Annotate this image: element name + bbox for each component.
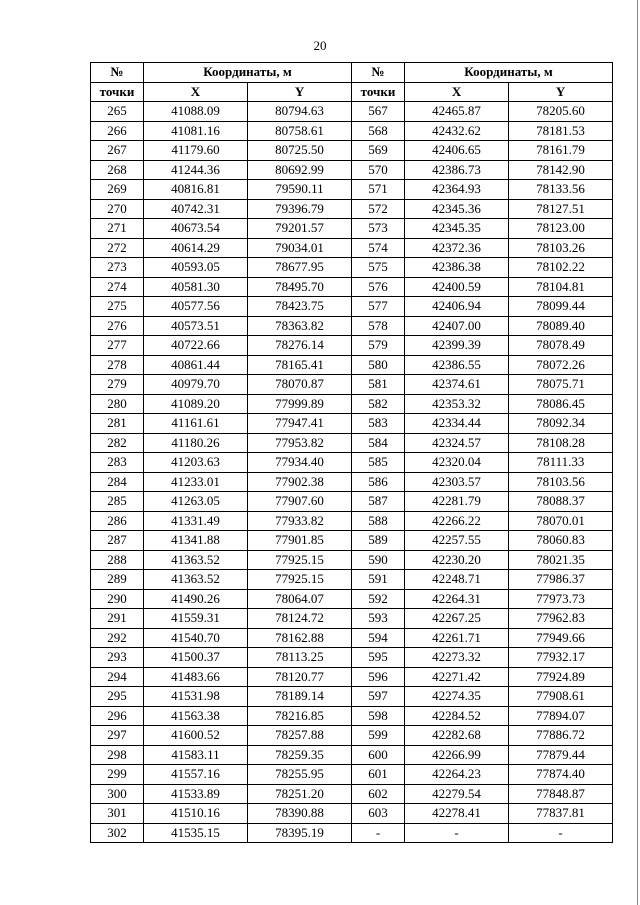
left-y-cell: 78124.72	[248, 609, 352, 629]
left-num-cell: 290	[91, 589, 144, 609]
right-y-cell: 77879.44	[509, 745, 613, 765]
right-num-cell: 602	[352, 784, 405, 804]
right-num-cell: -	[352, 823, 405, 843]
right-num-cell: 590	[352, 550, 405, 570]
left-num-cell: 291	[91, 609, 144, 629]
left-y-cell: 78257.88	[248, 726, 352, 746]
left-num-cell: 295	[91, 687, 144, 707]
right-x-cell: 42386.55	[405, 355, 509, 375]
left-x-cell: 41331.49	[144, 511, 248, 531]
left-y-cell: 79201.57	[248, 219, 352, 239]
right-y-cell: 78103.56	[509, 472, 613, 492]
left-num-cell: 301	[91, 804, 144, 824]
left-y-cell: 78677.95	[248, 258, 352, 278]
right-x-cell: 42432.62	[405, 121, 509, 141]
left-x-cell: 41244.36	[144, 160, 248, 180]
left-num-cell: 270	[91, 199, 144, 219]
left-x-cell: 41088.09	[144, 102, 248, 122]
right-y-cell: 78102.22	[509, 258, 613, 278]
left-x-cell: 41563.38	[144, 706, 248, 726]
right-y-cell: 77949.66	[509, 628, 613, 648]
table-row	[91, 336, 613, 356]
left-y-cell: 78259.35	[248, 745, 352, 765]
right-x-cell: 42386.73	[405, 160, 509, 180]
right-y-cell: 77908.61	[509, 687, 613, 707]
left-num-cell: 296	[91, 706, 144, 726]
left-x-cell: 40673.54	[144, 219, 248, 239]
left-x-cell: 40861.44	[144, 355, 248, 375]
left-y-cell: 78216.85	[248, 706, 352, 726]
left-num-cell: 284	[91, 472, 144, 492]
left-y-cell: 77953.82	[248, 433, 352, 453]
left-x-cell: 41540.70	[144, 628, 248, 648]
right-num-cell: 596	[352, 667, 405, 687]
left-y-cell: 77925.15	[248, 550, 352, 570]
point-number-header-left: №	[91, 63, 144, 83]
left-num-cell: 297	[91, 726, 144, 746]
right-num-cell: 574	[352, 238, 405, 258]
right-y-cell: 78108.28	[509, 433, 613, 453]
left-y-cell: 77907.60	[248, 492, 352, 512]
table-row	[91, 453, 613, 473]
left-num-cell: 282	[91, 433, 144, 453]
left-y-cell: 78162.88	[248, 628, 352, 648]
table-row	[91, 765, 613, 785]
right-num-cell: 575	[352, 258, 405, 278]
left-y-cell: 77933.82	[248, 511, 352, 531]
left-num-cell: 285	[91, 492, 144, 512]
left-num-cell: 275	[91, 297, 144, 317]
right-y-cell: 77894.07	[509, 706, 613, 726]
left-y-cell: 78390.88	[248, 804, 352, 824]
point-number-header-right: №	[352, 63, 405, 83]
left-x-cell: 41081.16	[144, 121, 248, 141]
right-num-cell: 589	[352, 531, 405, 551]
left-x-cell: 41363.52	[144, 570, 248, 590]
left-x-cell: 41583.11	[144, 745, 248, 765]
left-num-cell: 287	[91, 531, 144, 551]
right-y-cell: 77986.37	[509, 570, 613, 590]
point-word-header-right: точки	[352, 82, 405, 102]
left-y-cell: 78070.87	[248, 375, 352, 395]
right-num-cell: 594	[352, 628, 405, 648]
right-x-cell: 42281.79	[405, 492, 509, 512]
right-x-cell: -	[405, 823, 509, 843]
right-num-cell: 572	[352, 199, 405, 219]
right-num-cell: 584	[352, 433, 405, 453]
table-row	[91, 199, 613, 219]
point-word-header-left: точки	[91, 82, 144, 102]
right-y-cell: -	[509, 823, 613, 843]
scan-edge-mark	[637, 0, 638, 905]
left-x-cell: 40581.30	[144, 277, 248, 297]
left-num-cell: 280	[91, 394, 144, 414]
left-num-cell: 294	[91, 667, 144, 687]
right-y-cell: 78089.40	[509, 316, 613, 336]
table-row	[91, 550, 613, 570]
x-header-right: X	[405, 82, 509, 102]
left-y-cell: 80725.50	[248, 141, 352, 161]
left-num-cell: 274	[91, 277, 144, 297]
table-row	[91, 277, 613, 297]
right-x-cell: 42274.35	[405, 687, 509, 707]
right-x-cell: 42257.55	[405, 531, 509, 551]
right-y-cell: 78088.37	[509, 492, 613, 512]
right-y-cell: 78060.83	[509, 531, 613, 551]
right-y-cell: 78181.53	[509, 121, 613, 141]
table-row	[91, 706, 613, 726]
table-row	[91, 609, 613, 629]
right-x-cell: 42248.71	[405, 570, 509, 590]
right-num-cell: 595	[352, 648, 405, 668]
left-num-cell: 281	[91, 414, 144, 434]
right-num-cell: 580	[352, 355, 405, 375]
left-num-cell: 276	[91, 316, 144, 336]
left-num-cell: 266	[91, 121, 144, 141]
table-body	[91, 102, 613, 843]
coordinates-header-left: Координаты, м	[144, 63, 352, 83]
right-num-cell: 581	[352, 375, 405, 395]
table-row	[91, 433, 613, 453]
right-y-cell: 77924.89	[509, 667, 613, 687]
right-num-cell: 583	[352, 414, 405, 434]
y-header-left: Y	[248, 82, 352, 102]
left-x-cell: 41179.60	[144, 141, 248, 161]
left-y-cell: 78189.14	[248, 687, 352, 707]
left-x-cell: 40742.31	[144, 199, 248, 219]
right-y-cell: 78078.49	[509, 336, 613, 356]
right-x-cell: 42273.32	[405, 648, 509, 668]
left-y-cell: 77999.89	[248, 394, 352, 414]
table-row	[91, 687, 613, 707]
left-y-cell: 77902.38	[248, 472, 352, 492]
right-x-cell: 42406.94	[405, 297, 509, 317]
left-y-cell: 80794.63	[248, 102, 352, 122]
left-y-cell: 78251.20	[248, 784, 352, 804]
left-num-cell: 286	[91, 511, 144, 531]
table-row	[91, 472, 613, 492]
right-x-cell: 42303.57	[405, 472, 509, 492]
right-x-cell: 42284.52	[405, 706, 509, 726]
right-num-cell: 599	[352, 726, 405, 746]
left-y-cell: 79396.79	[248, 199, 352, 219]
right-num-cell: 578	[352, 316, 405, 336]
page-number: 20	[313, 38, 327, 53]
table-row	[91, 648, 613, 668]
right-x-cell: 42324.57	[405, 433, 509, 453]
right-num-cell: 587	[352, 492, 405, 512]
table-row	[91, 531, 613, 551]
left-x-cell: 41559.31	[144, 609, 248, 629]
table-row	[91, 141, 613, 161]
right-x-cell: 42364.93	[405, 180, 509, 200]
right-x-cell: 42372.36	[405, 238, 509, 258]
table-row	[91, 492, 613, 512]
left-num-cell: 298	[91, 745, 144, 765]
table-row	[91, 511, 613, 531]
right-x-cell: 42261.71	[405, 628, 509, 648]
left-y-cell: 79034.01	[248, 238, 352, 258]
right-num-cell: 577	[352, 297, 405, 317]
left-num-cell: 278	[91, 355, 144, 375]
right-num-cell: 569	[352, 141, 405, 161]
table-row	[91, 394, 613, 414]
right-y-cell: 77837.81	[509, 804, 613, 824]
right-x-cell: 42264.23	[405, 765, 509, 785]
table-row	[91, 414, 613, 434]
left-y-cell: 78495.70	[248, 277, 352, 297]
right-num-cell: 573	[352, 219, 405, 239]
right-num-cell: 591	[352, 570, 405, 590]
left-num-cell: 277	[91, 336, 144, 356]
right-x-cell: 42399.39	[405, 336, 509, 356]
table-row	[91, 219, 613, 239]
left-x-cell: 41535.15	[144, 823, 248, 843]
right-num-cell: 593	[352, 609, 405, 629]
table-row	[91, 160, 613, 180]
left-y-cell: 78423.75	[248, 297, 352, 317]
left-x-cell: 41500.37	[144, 648, 248, 668]
left-x-cell: 40573.51	[144, 316, 248, 336]
right-x-cell: 42353.32	[405, 394, 509, 414]
left-y-cell: 78165.41	[248, 355, 352, 375]
header-row-top	[91, 63, 613, 83]
right-y-cell: 78205.60	[509, 102, 613, 122]
right-x-cell: 42282.68	[405, 726, 509, 746]
table-row	[91, 804, 613, 824]
right-num-cell: 576	[352, 277, 405, 297]
left-num-cell: 289	[91, 570, 144, 590]
right-num-cell: 588	[352, 511, 405, 531]
right-x-cell: 42400.59	[405, 277, 509, 297]
right-y-cell: 77932.17	[509, 648, 613, 668]
left-num-cell: 267	[91, 141, 144, 161]
right-x-cell: 42334.44	[405, 414, 509, 434]
left-num-cell: 268	[91, 160, 144, 180]
table-row	[91, 784, 613, 804]
left-x-cell: 41557.16	[144, 765, 248, 785]
right-num-cell: 568	[352, 121, 405, 141]
right-y-cell: 77886.72	[509, 726, 613, 746]
right-y-cell: 78021.35	[509, 550, 613, 570]
right-y-cell: 78103.26	[509, 238, 613, 258]
right-x-cell: 42271.42	[405, 667, 509, 687]
right-y-cell: 77962.83	[509, 609, 613, 629]
right-num-cell: 600	[352, 745, 405, 765]
left-y-cell: 77934.40	[248, 453, 352, 473]
right-x-cell: 42386.38	[405, 258, 509, 278]
right-y-cell: 78127.51	[509, 199, 613, 219]
coordinates-table	[90, 62, 613, 843]
left-y-cell: 77947.41	[248, 414, 352, 434]
left-x-cell: 41180.26	[144, 433, 248, 453]
table-row	[91, 375, 613, 395]
table-row	[91, 121, 613, 141]
table-row	[91, 570, 613, 590]
left-y-cell: 80758.61	[248, 121, 352, 141]
right-num-cell: 585	[352, 453, 405, 473]
right-x-cell: 42264.31	[405, 589, 509, 609]
left-x-cell: 41533.89	[144, 784, 248, 804]
table-row	[91, 745, 613, 765]
right-y-cell: 78111.33	[509, 453, 613, 473]
left-x-cell: 40816.81	[144, 180, 248, 200]
right-num-cell: 570	[352, 160, 405, 180]
left-x-cell: 41531.98	[144, 687, 248, 707]
right-x-cell: 42345.35	[405, 219, 509, 239]
right-y-cell: 78161.79	[509, 141, 613, 161]
table-row	[91, 297, 613, 317]
table-row	[91, 589, 613, 609]
left-num-cell: 299	[91, 765, 144, 785]
table-row	[91, 823, 613, 843]
left-x-cell: 41203.63	[144, 453, 248, 473]
right-y-cell: 77848.87	[509, 784, 613, 804]
left-num-cell: 293	[91, 648, 144, 668]
left-x-cell: 40614.29	[144, 238, 248, 258]
right-x-cell: 42345.36	[405, 199, 509, 219]
left-num-cell: 300	[91, 784, 144, 804]
right-num-cell: 592	[352, 589, 405, 609]
right-y-cell: 78099.44	[509, 297, 613, 317]
left-x-cell: 41233.01	[144, 472, 248, 492]
left-y-cell: 78113.25	[248, 648, 352, 668]
left-y-cell: 78363.82	[248, 316, 352, 336]
left-x-cell: 41363.52	[144, 550, 248, 570]
table-row	[91, 102, 613, 122]
left-num-cell: 288	[91, 550, 144, 570]
right-y-cell: 78070.01	[509, 511, 613, 531]
y-header-right: Y	[509, 82, 613, 102]
left-num-cell: 265	[91, 102, 144, 122]
table-row	[91, 667, 613, 687]
table-row	[91, 316, 613, 336]
left-x-cell: 40979.70	[144, 375, 248, 395]
right-x-cell: 42266.99	[405, 745, 509, 765]
left-y-cell: 78064.07	[248, 589, 352, 609]
left-x-cell: 40722.66	[144, 336, 248, 356]
right-x-cell: 42279.54	[405, 784, 509, 804]
left-num-cell: 292	[91, 628, 144, 648]
left-x-cell: 41510.16	[144, 804, 248, 824]
header-row-bottom	[91, 82, 613, 102]
right-y-cell: 78092.34	[509, 414, 613, 434]
left-num-cell: 272	[91, 238, 144, 258]
right-y-cell: 78123.00	[509, 219, 613, 239]
left-x-cell: 41600.52	[144, 726, 248, 746]
right-y-cell: 77973.73	[509, 589, 613, 609]
left-y-cell: 77925.15	[248, 570, 352, 590]
left-x-cell: 41490.26	[144, 589, 248, 609]
left-y-cell: 79590.11	[248, 180, 352, 200]
right-x-cell: 42374.61	[405, 375, 509, 395]
right-num-cell: 586	[352, 472, 405, 492]
x-header-left: X	[144, 82, 248, 102]
right-num-cell: 598	[352, 706, 405, 726]
right-y-cell: 78104.81	[509, 277, 613, 297]
left-y-cell: 78276.14	[248, 336, 352, 356]
right-num-cell: 582	[352, 394, 405, 414]
right-num-cell: 597	[352, 687, 405, 707]
left-num-cell: 273	[91, 258, 144, 278]
right-y-cell: 78075.71	[509, 375, 613, 395]
table-row	[91, 258, 613, 278]
left-num-cell: 283	[91, 453, 144, 473]
right-num-cell: 567	[352, 102, 405, 122]
right-y-cell: 78086.45	[509, 394, 613, 414]
right-x-cell: 42406.65	[405, 141, 509, 161]
left-y-cell: 78255.95	[248, 765, 352, 785]
left-num-cell: 302	[91, 823, 144, 843]
left-y-cell: 80692.99	[248, 160, 352, 180]
left-y-cell: 78120.77	[248, 667, 352, 687]
left-x-cell: 41483.66	[144, 667, 248, 687]
left-x-cell: 41161.61	[144, 414, 248, 434]
right-y-cell: 78133.56	[509, 180, 613, 200]
right-x-cell: 42230.20	[405, 550, 509, 570]
right-y-cell: 78072.26	[509, 355, 613, 375]
right-x-cell: 42320.04	[405, 453, 509, 473]
table-row	[91, 628, 613, 648]
right-x-cell: 42407.00	[405, 316, 509, 336]
table-row	[91, 726, 613, 746]
right-num-cell: 579	[352, 336, 405, 356]
left-num-cell: 279	[91, 375, 144, 395]
right-num-cell: 571	[352, 180, 405, 200]
table-row	[91, 238, 613, 258]
left-x-cell: 40577.56	[144, 297, 248, 317]
right-num-cell: 603	[352, 804, 405, 824]
left-num-cell: 271	[91, 219, 144, 239]
table-row	[91, 180, 613, 200]
coordinates-header-right: Координаты, м	[405, 63, 613, 83]
right-x-cell: 42267.25	[405, 609, 509, 629]
left-x-cell: 40593.05	[144, 258, 248, 278]
left-x-cell: 41263.05	[144, 492, 248, 512]
right-num-cell: 601	[352, 765, 405, 785]
left-x-cell: 41089.20	[144, 394, 248, 414]
left-y-cell: 77901.85	[248, 531, 352, 551]
left-num-cell: 269	[91, 180, 144, 200]
left-x-cell: 41341.88	[144, 531, 248, 551]
left-y-cell: 78395.19	[248, 823, 352, 843]
table-row	[91, 355, 613, 375]
right-y-cell: 77874.40	[509, 765, 613, 785]
right-x-cell: 42266.22	[405, 511, 509, 531]
right-x-cell: 42278.41	[405, 804, 509, 824]
right-x-cell: 42465.87	[405, 102, 509, 122]
right-y-cell: 78142.90	[509, 160, 613, 180]
